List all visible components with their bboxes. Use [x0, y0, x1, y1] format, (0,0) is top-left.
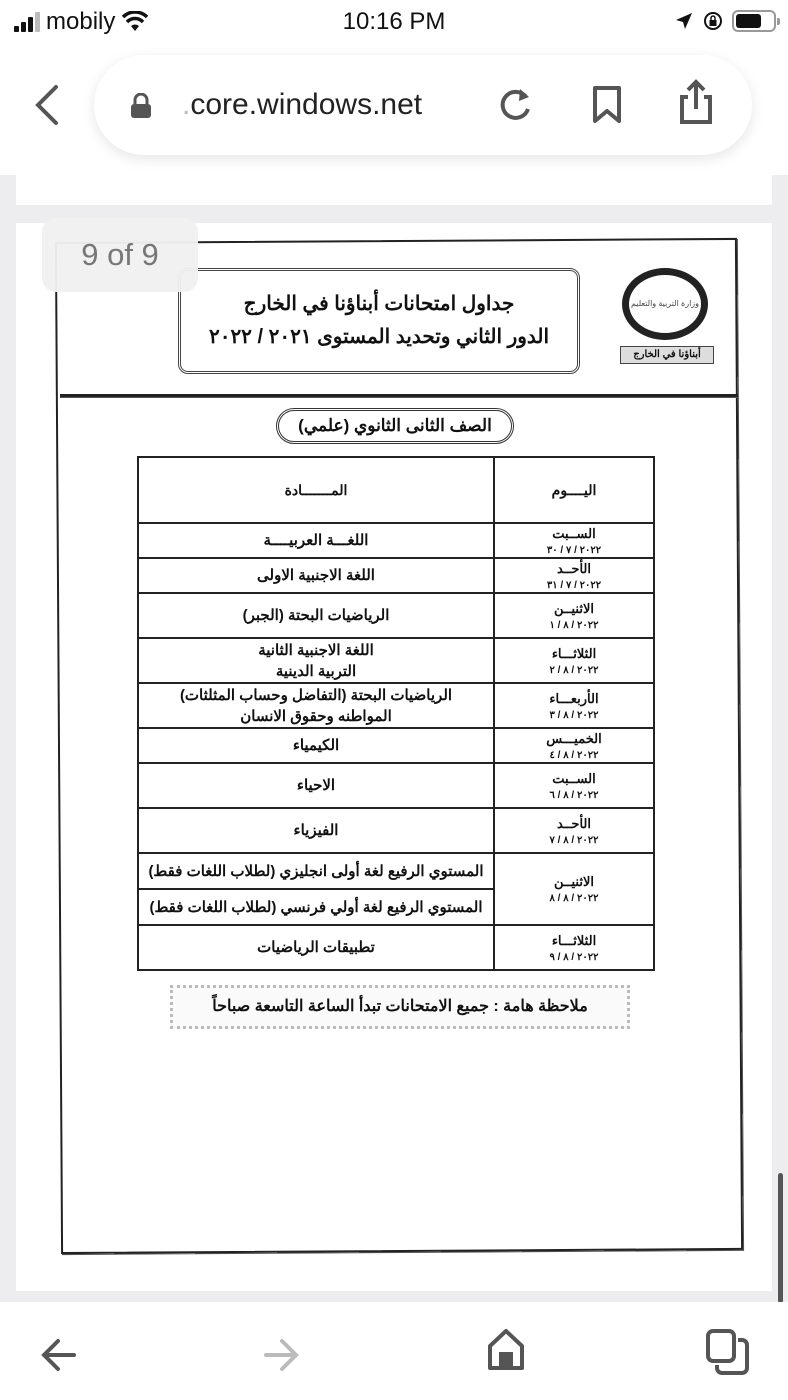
subject-cell: تطبيقات الرياضيات: [138, 925, 494, 970]
day-name: الأربعـــاء: [549, 690, 599, 706]
exam-date: ٢٠٢٢ / ٧ / ٣١: [546, 579, 602, 591]
logo-inner-text: وزارة التربية والتعليم: [630, 299, 700, 309]
day-name: الثلاثـــاء: [551, 932, 597, 948]
document-title-box: [178, 268, 580, 374]
rotation-lock-icon: [702, 10, 724, 32]
exam-date: ٢٠٢٢ / ٧ / ٣٠: [546, 544, 602, 556]
previous-page: [16, 175, 772, 205]
day-cell: [494, 728, 654, 763]
day-cell: [494, 808, 654, 853]
document-subtitle: الدور الثاني وتحديد المستوى ٢٠٢١ / ٢٠٢٢: [208, 326, 550, 348]
logo-emblem: [622, 268, 708, 340]
subject-cell: المستوي الرفيع لغة أولي فرنسي (لطلاب اللغات فقط): [138, 889, 494, 925]
bookmark-icon[interactable]: [592, 85, 622, 125]
ministry-logo: [616, 268, 714, 368]
browser-toolbar: [0, 55, 788, 155]
day-name: الأحــد: [556, 815, 591, 831]
subject-cell: الفيزياء: [138, 808, 494, 853]
table-row: [138, 808, 654, 853]
subject-cell: اللغة الاجنبية الاولى: [138, 558, 494, 593]
day-cell: [494, 523, 654, 558]
day-name: الاثنيــن: [553, 874, 594, 889]
day-cell: [494, 638, 654, 683]
exam-date: ٢٠٢٢ / ٨ / ٧: [549, 834, 599, 846]
subject-cell: الاحياء: [138, 763, 494, 808]
lock-icon: [130, 93, 152, 119]
day-name: الســبت: [552, 525, 596, 541]
subject-cell: الكيمياء: [138, 728, 494, 763]
day-name: الســبت: [552, 770, 596, 786]
share-icon[interactable]: [678, 79, 714, 125]
browser-bottom-bar: [0, 1302, 788, 1400]
day-cell: [494, 763, 654, 808]
arrow-left-icon[interactable]: [40, 1338, 78, 1372]
header-divider: [60, 394, 738, 398]
subject-line: اللغة الاجنبية الثانية: [258, 641, 374, 659]
battery-icon: [732, 10, 776, 32]
exam-date: ٢٠٢٢ / ٨ / ٩: [549, 951, 599, 963]
subject-line: الرياضيات البحتة (التفاضل وحساب المثلثات): [179, 686, 453, 704]
header-subject: المـــــــادة: [138, 457, 494, 523]
exam-date: ٢٠٢٢ / ٨ / ٣: [549, 709, 599, 721]
arrow-right-icon[interactable]: [262, 1338, 300, 1372]
table-row: [138, 638, 654, 683]
subject-line: التربية الدينية: [275, 662, 357, 680]
day-cell: [494, 593, 654, 638]
address-bar[interactable]: [94, 55, 752, 155]
day-name: الأحــد: [556, 560, 591, 576]
table-row: [138, 523, 654, 558]
table-row: [138, 558, 654, 593]
subject-cell: المستوي الرفيع لغة أولى انجليزي (لطلاب اللغات فقط): [138, 853, 494, 889]
important-note: ملاحظة هامة : جميع الامتحانات تبدأ الساعة التاسعة صباحاً: [170, 985, 630, 1029]
day-cell: [494, 853, 654, 925]
day-cell: [494, 683, 654, 728]
day-cell: [494, 558, 654, 593]
table-row: [138, 683, 654, 728]
status-bar: [0, 0, 788, 44]
document-title: جداول امتحانات أبناؤنا في الخارج: [243, 293, 515, 315]
url-domain: core.windows.net: [190, 88, 423, 121]
tabs-icon[interactable]: [704, 1328, 752, 1376]
table-row: [138, 853, 654, 889]
table-header-row: [138, 457, 654, 523]
header-day: اليــــوم: [494, 457, 654, 523]
carrier-name: mobily: [46, 8, 116, 35]
day-cell: [494, 925, 654, 970]
subject-cell: اللغـــة العربيــــة: [138, 523, 494, 558]
subject-cell: [138, 683, 494, 728]
scrollbar[interactable]: [778, 1173, 783, 1303]
clock: 10:16 PM: [342, 8, 446, 35]
table-row: [138, 763, 654, 808]
exam-date: ٢٠٢٢ / ٨ / ١: [549, 619, 599, 631]
table-row: [138, 593, 654, 638]
location-arrow-icon: [674, 11, 694, 31]
grade-label: الصف الثانى الثانوي (علمي): [276, 408, 514, 444]
exam-date: ٢٠٢٢ / ٨ / ٦: [549, 789, 599, 801]
exam-schedule-table: [137, 456, 655, 971]
page-counter: 9 of 9: [42, 218, 198, 292]
day-name: الاثنيــن: [553, 600, 594, 616]
url-text[interactable]: [182, 88, 422, 122]
logo-label: أبناؤنا في الخارج: [620, 346, 714, 364]
day-name: الخميـــس: [546, 730, 602, 746]
url-prefix: .: [182, 88, 191, 121]
chevron-left-icon[interactable]: [30, 83, 66, 127]
exam-date: ٢٠٢٢ / ٨ / ٢: [549, 664, 599, 676]
table-row: [138, 728, 654, 763]
subject-cell: الرياضيات البحتة (الجبر): [138, 593, 494, 638]
home-icon[interactable]: [486, 1328, 526, 1372]
table-row: [138, 925, 654, 970]
subject-line: المواطنه وحقوق الانسان: [240, 707, 392, 725]
exam-date: ٢٠٢٢ / ٨ / ٤: [549, 749, 599, 761]
reload-icon[interactable]: [496, 85, 534, 125]
exam-date: ٢٠٢٢ / ٨ / ٨: [549, 893, 599, 904]
day-name: الثلاثـــاء: [551, 645, 597, 661]
subject-cell: [138, 638, 494, 683]
